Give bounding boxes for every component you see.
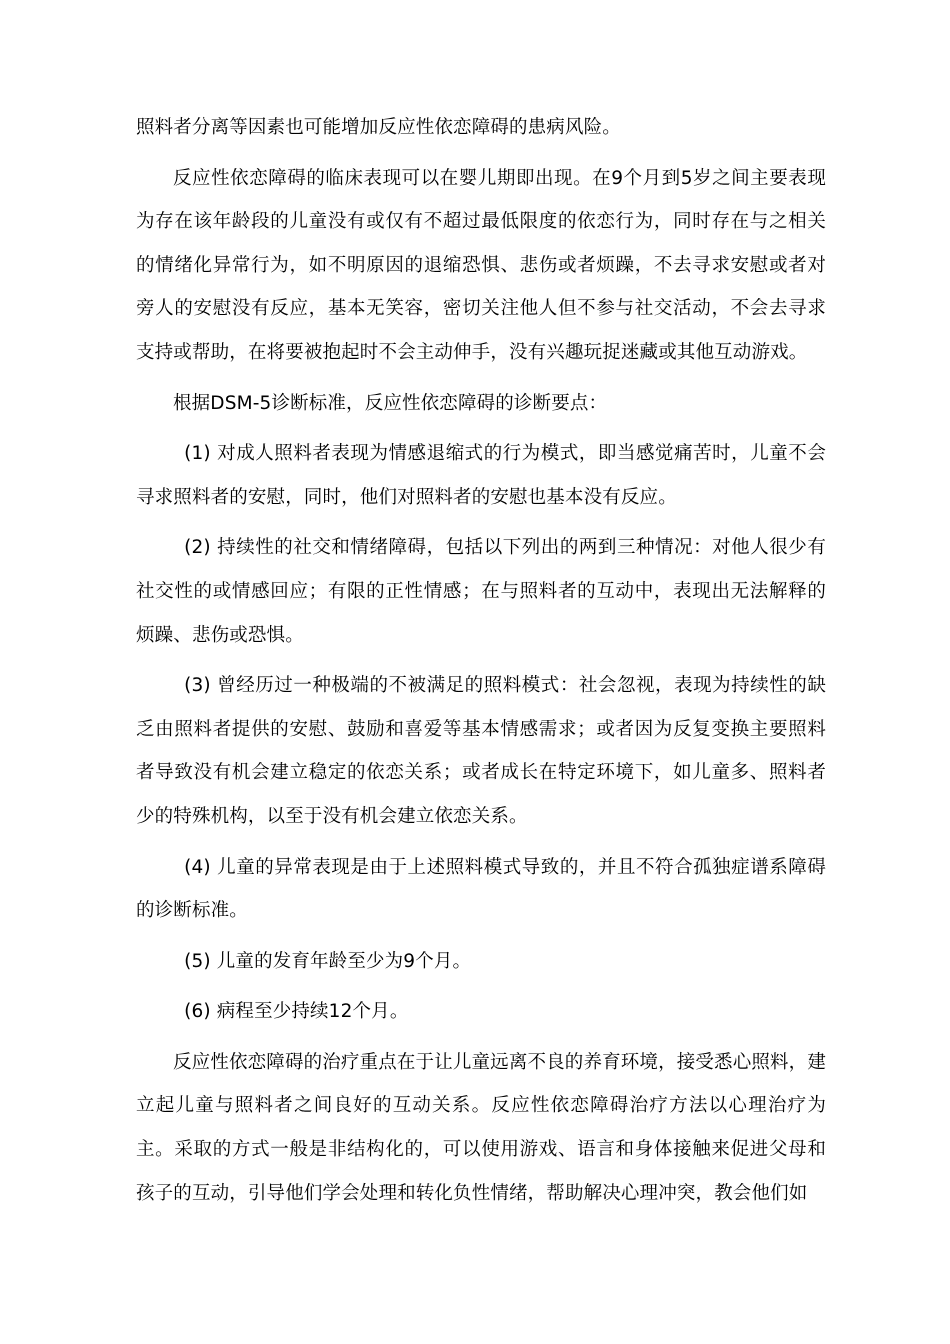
criterion-item-1: (1) 对成人照料者表现为情感退缩式的行为模式，即当感觉痛苦时，儿童不会寻求照料者的安慰，同时，他们对照料者的安慰也基本没有反应。 bbox=[136, 443, 826, 508]
paragraph-diagnostic-criteria-intro: 根据DSM-5诊断标准，反应性依恋障碍的诊断要点： bbox=[173, 392, 608, 414]
paragraph-clinical-presentation: 反应性依恋障碍的临床表现可以在婴儿期即出现。在9个月到5岁之间主要表现为存在该年龄段的儿童没有或仅有不超过最低限度的依恋行为，同时存在与之相关的情绪化异常行为，如不明原因的退缩恐惧、悲伤或者烦躁，不去寻求安慰或者对旁人的安慰没有反应，基本无笑容，密切关注他人但不参与社交活动，不会去寻求支持或帮助，在将要被抱起时不会主动伸手，没有兴趣玩捉迷藏或其他互动游戏。 bbox=[136, 167, 826, 363]
criterion-item-3: (3) 曾经历过一种极端的不被满足的照料模式：社会忽视，表现为持续性的缺乏由照料者提供的安慰、鼓励和喜爱等基本情感需求；或者因为反复变换主要照料者导致没有机会建立稳定的依恋关系；或者成长在特定环境下，如儿童多、照料者少的特殊机构，以至于没有机会建立依恋关系。 bbox=[136, 675, 826, 827]
document-body bbox=[136, 106, 826, 1222]
criterion-item-6: (6) 病程至少持续12个月。 bbox=[184, 1001, 409, 1023]
criterion-item-4: (4) 儿童的异常表现是由于上述照料模式导致的，并且不符合孤独症谱系障碍的诊断标准。 bbox=[136, 856, 826, 922]
criterion-item-2: (2) 持续性的社交和情绪障碍，包括以下列出的两到三种情况：对他人很少有社交性的或情感回应；有限的正性情感；在与照料者的互动中，表现出无法解释的烦躁、悲伤或恐惧。 bbox=[136, 537, 826, 646]
paragraph-treatment: 反应性依恋障碍的治疗重点在于让儿童远离不良的养育环境，接受悉心照料，建立起儿童与照料者之间良好的互动关系。反应性依恋障碍治疗方法以心理治疗为主。采取的方式一般是非结构化的，可以使用游戏、语言和身体接触来促进父母和孩子的互动，引导他们学会处理和转化负性情绪，帮助解决心理冲突，教会他们如 bbox=[136, 1051, 826, 1204]
paragraph-continuation: 照料者分离等因素也可能增加反应性依恋障碍的患病风险。 bbox=[136, 117, 621, 138]
criterion-item-5: (5) 儿童的发育年龄至少为9个月。 bbox=[184, 950, 472, 972]
